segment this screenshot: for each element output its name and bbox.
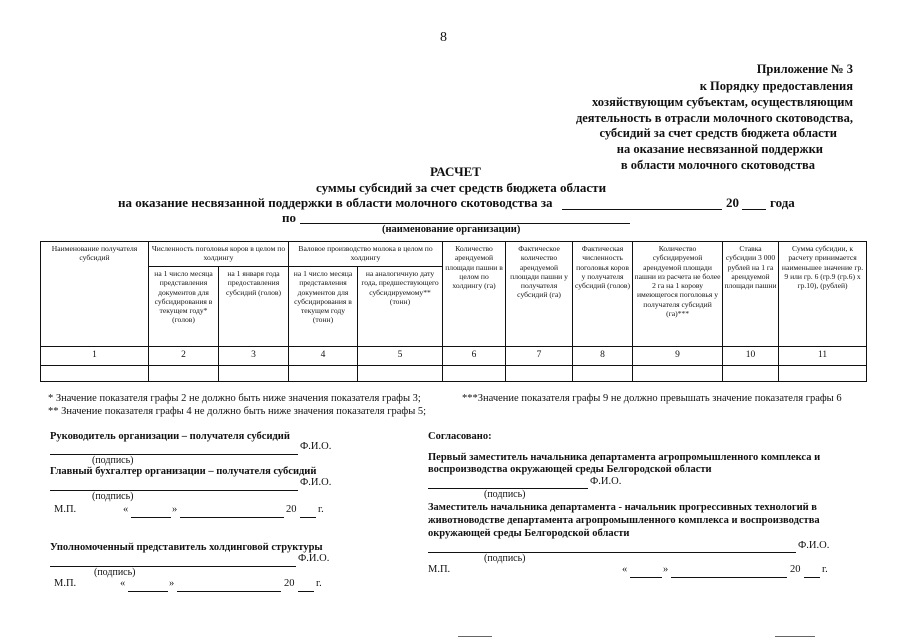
- data-cell[interactable]: [289, 365, 358, 381]
- data-cell[interactable]: [358, 365, 443, 381]
- column-number-10: 10: [723, 347, 779, 366]
- doc-title: РАСЧЕТ: [430, 164, 481, 179]
- data-cell[interactable]: [149, 365, 219, 381]
- accountant-title: Главный бухгалтер организации – получателя субсидий: [50, 466, 317, 477]
- date-year-blank-1[interactable]: [300, 517, 316, 518]
- holding-signature-line[interactable]: [50, 566, 296, 567]
- date-day-blank-2[interactable]: [128, 591, 168, 592]
- org-prefix: по: [282, 210, 296, 225]
- stamp-place-1: М.П.: [54, 504, 77, 515]
- scan-edge-mark: [775, 636, 815, 637]
- column-number-4: 4: [289, 347, 358, 366]
- deputy2-line-2: животноводстве департамента агропромышленного комплекса и воспроизводства: [428, 515, 820, 526]
- date-month-blank-2[interactable]: [177, 591, 281, 592]
- deputy2-line-1: Заместитель начальника департамента - начальник прогрессивных технологий в: [428, 502, 817, 513]
- appendix-line-3: хозяйствующим субъектам, осуществляющим: [592, 95, 853, 109]
- footnote-1: * Значение показателя графы 2 не должно быть ниже значения показателя графы 3;: [48, 393, 421, 404]
- deputy1-fio: Ф.И.О.: [590, 476, 622, 487]
- data-cell[interactable]: [219, 365, 289, 381]
- appendix-line-2: к Порядку предоставления: [699, 79, 853, 93]
- header-col-2: на 1 число месяца представления документов для субсидирования в текущем году* (голов): [149, 267, 219, 347]
- agreed-label: Согласовано:: [428, 431, 492, 442]
- period-blank: [562, 209, 722, 210]
- date-year-prefix-1: 20: [286, 504, 297, 515]
- footnote-3: ***Значение показателя графы 9 не должно превышать значение показателя графы 6: [462, 393, 842, 404]
- accountant-podpis: (подпись): [92, 491, 134, 502]
- title-period-text: на оказание несвязанной поддержки в области молочного скотоводства за: [118, 195, 553, 210]
- date-quote-open-1: «: [123, 504, 129, 515]
- holding-fio: Ф.И.О.: [298, 553, 330, 564]
- data-cell[interactable]: [779, 365, 867, 381]
- header-col-5: на аналогичную дату года, предшествующего субсидируемому** (тонн): [358, 267, 443, 347]
- date-year-suffix-1: г.: [318, 504, 324, 515]
- column-number-1: 1: [41, 347, 149, 366]
- date-day-blank-1[interactable]: [131, 517, 171, 518]
- column-number-8: 8: [573, 347, 633, 366]
- date-year-suffix-2: г.: [316, 578, 322, 589]
- subsidy-table: [40, 241, 867, 382]
- header-col-4: на 1 число месяца представления документов для субсидирования в текущем году (тонн): [289, 267, 358, 347]
- date-quote-close-2: »: [169, 578, 175, 589]
- head-signature-line[interactable]: [50, 454, 298, 455]
- header-col-7: Фактическое количество арендуемой площади пашни у получателя субсидий (га): [506, 242, 573, 347]
- appendix-line-6: на оказание несвязанной поддержки: [616, 142, 823, 156]
- deputy1-line-1: Первый заместитель начальника департамента агропромышленного комплекса и: [428, 452, 821, 463]
- head-title: Руководитель организации – получателя субсидий: [50, 431, 290, 442]
- date-year-blank-2[interactable]: [298, 591, 314, 592]
- appendix-line-7: в области молочного скотоводства: [620, 158, 815, 172]
- date-quote-open-2: «: [120, 578, 126, 589]
- header-recipient-name: Наименование получателя субсидий: [41, 242, 149, 347]
- date-year-prefix-2: 20: [284, 578, 295, 589]
- page-number: 8: [440, 30, 447, 45]
- column-number-7: 7: [506, 347, 573, 366]
- date-year-suffix-3: г.: [822, 564, 828, 575]
- accountant-fio: Ф.И.О.: [300, 477, 332, 488]
- stamp-place-2: М.П.: [54, 578, 77, 589]
- head-podpis: (подпись): [92, 455, 134, 466]
- column-number-9: 9: [633, 347, 723, 366]
- date-day-blank-3[interactable]: [630, 577, 662, 578]
- date-year-blank-3[interactable]: [804, 577, 820, 578]
- deputy2-line-3: окружающей среды Белгородской области: [428, 528, 630, 539]
- head-fio: Ф.И.О.: [300, 441, 332, 452]
- appendix-line-4: деятельность в отрасли молочного скотоводства,: [575, 111, 853, 125]
- date-quote-close-1: »: [172, 504, 178, 515]
- year-blank: [742, 209, 766, 210]
- scan-edge-mark: [458, 636, 492, 637]
- accountant-signature-line[interactable]: [50, 490, 298, 491]
- deputy1-line-2: воспроизводства окружающей среды Белгородской области: [428, 464, 712, 475]
- stamp-place-3: М.П.: [428, 564, 451, 575]
- date-quote-open-3: «: [622, 564, 628, 575]
- data-cell[interactable]: [506, 365, 573, 381]
- date-month-blank-1[interactable]: [180, 517, 284, 518]
- data-cell[interactable]: [633, 365, 723, 381]
- year-prefix: 20: [726, 195, 739, 210]
- column-number-6: 6: [443, 347, 506, 366]
- header-col-6: Количество арендуемой площади пашни в целом по холдингу (га): [443, 242, 506, 347]
- header-col-3: на 1 января года предоставления субсидий (голов): [219, 267, 289, 347]
- date-quote-close-3: »: [663, 564, 669, 575]
- column-number-2: 2: [149, 347, 219, 366]
- column-number-5: 5: [358, 347, 443, 366]
- deputy1-podpis: (подпись): [484, 489, 526, 500]
- holding-title: Уполномоченный представитель холдинговой структуры: [50, 542, 323, 553]
- data-cell[interactable]: [573, 365, 633, 381]
- doc-subtitle: суммы субсидий за счет средств бюджета области: [316, 180, 607, 195]
- column-number-3: 3: [219, 347, 289, 366]
- footnote-2: ** Значение показателя графы 4 не должно быть ниже значения показателя графы 5;: [48, 406, 427, 417]
- appendix-line-5: субсидий за счет средств бюджета области: [599, 126, 837, 140]
- column-number-11: 11: [779, 347, 867, 366]
- header-cows-group: Численность поголовья коров в целом по холдингу: [149, 242, 289, 267]
- date-month-blank-3[interactable]: [671, 577, 787, 578]
- appendix-line-1: Приложение № 3: [756, 62, 853, 76]
- data-cell[interactable]: [41, 365, 149, 381]
- year-suffix: года: [770, 195, 795, 210]
- header-col-10: Ставка субсидии 3 000 рублей на 1 га арендуемой площади пашни: [723, 242, 779, 347]
- header-col-11: Сумма субсидии, к расчету принимается наименьшее значение гр. 9 или гр. 6 (гр.9 (гр.6) х гр.10), (рублей): [779, 242, 867, 347]
- header-col-9: Количество субсидируемой арендуемой площади пашни из расчета не более 2 га на 1 корову имеющегося поголовья у получателя субсидий (га)***: [633, 242, 723, 347]
- holding-podpis: (подпись): [94, 567, 136, 578]
- header-milk-group: Валовое производство молока в целом по холдингу: [289, 242, 443, 267]
- deputy2-podpis: (подпись): [484, 553, 526, 564]
- date-year-prefix-3: 20: [790, 564, 801, 575]
- data-cell[interactable]: [723, 365, 779, 381]
- org-caption: (наименование организации): [382, 224, 521, 235]
- data-cell[interactable]: [443, 365, 506, 381]
- header-col-8: Фактическая численность поголовья коров у получателя субсидий (голов): [573, 242, 633, 347]
- deputy2-fio: Ф.И.О.: [798, 540, 830, 551]
